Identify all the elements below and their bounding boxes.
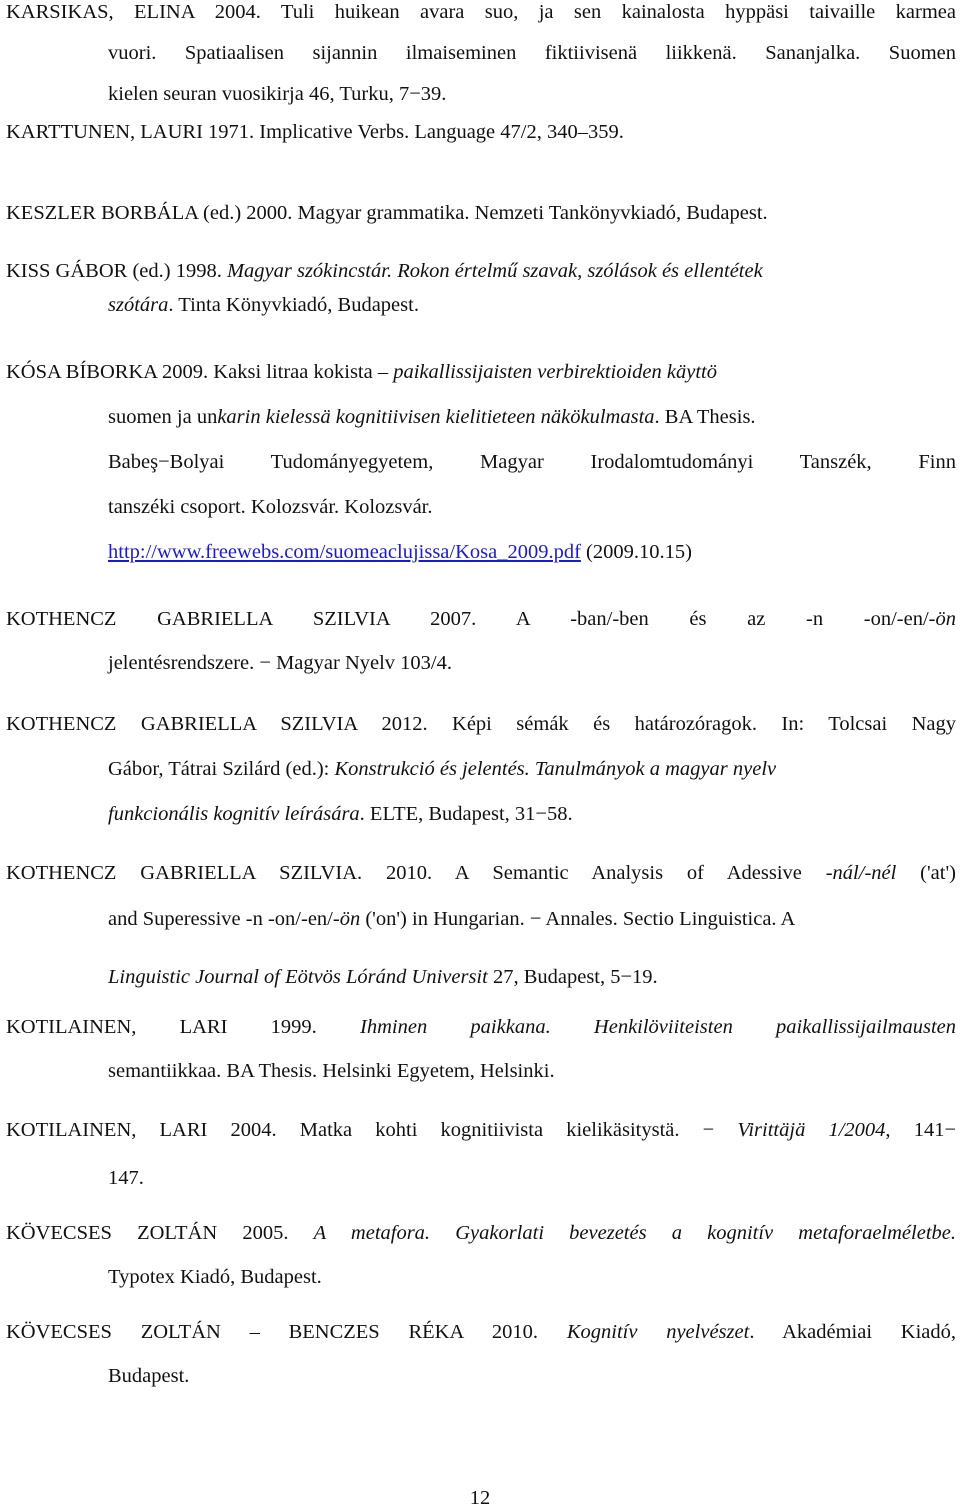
entry-title-italic: Virittäjä 1/2004 <box>737 1119 886 1141</box>
entry-title-italic: ön <box>339 908 361 930</box>
entry-title-italic: paikallissijaisten verbirektioiden käyttö <box>393 361 717 383</box>
entry-line <box>6 1015 956 1039</box>
entry-title-italic: funkcionális kognitív leírására <box>108 803 360 825</box>
entry-text: 27, Budapest, 5−19. <box>487 966 658 988</box>
entry-line <box>6 1118 956 1142</box>
bibliography-entry-karsikas-2004 <box>6 0 956 106</box>
page-number: 12 <box>469 1487 491 1509</box>
entry-text: . Akadémiai Kiadó, <box>749 1321 956 1343</box>
entry-title-italic: A metafora. Gyakorlati bevezetés a kognitív metaforaelméletbe. <box>313 1222 956 1244</box>
entry-text: KÖVECSES ZOLTÁN – BENCZES RÉKA 2010. <box>6 1321 567 1343</box>
entry-text: KOTHENCZ GABRIELLA SZILVIA 2007. A -ban/-ben és az -n -on/-en/- <box>6 608 936 630</box>
entry-line <box>6 757 956 781</box>
bibliography-entry-karttunen-1971 <box>6 120 956 144</box>
entry-text: Budapest. <box>108 1365 190 1387</box>
entry-line <box>6 1320 956 1344</box>
entry-text: ('at') <box>896 862 956 884</box>
entry-line <box>6 907 956 931</box>
entry-text: 147. <box>108 1167 144 1189</box>
entry-text: KÖVECSES ZOLTÁN 2005. <box>6 1222 314 1244</box>
pdf-link[interactable]: http://www.freewebs.com/suomeaclujissa/Kosa_2009.pdf <box>108 541 581 563</box>
entry-line <box>6 1166 956 1190</box>
bibliography-entry-kothencz-2010 <box>6 861 956 989</box>
entry-text: KARTTUNEN, LAURI 1971. Implicative Verbs. Language 47/2, 340–359. <box>6 121 624 143</box>
entry-line <box>6 651 956 675</box>
bibliography-entry-kothencz-2012 <box>6 712 956 826</box>
bibliography-entry-kovecses-2005 <box>6 1221 956 1289</box>
entry-text: . BA Thesis. <box>654 406 756 428</box>
bibliography-entry-kotilainen-1999 <box>6 1015 956 1083</box>
entry-text: KOTILAINEN, LARI 1999. <box>6 1016 361 1038</box>
entry-text: KESZLER BORBÁLA (ed.) 2000. Magyar grammatika. Nemzeti Tankönyvkiadó, Budapest. <box>6 202 768 224</box>
entry-title-italic: nál/-nél <box>832 862 897 884</box>
entry-line <box>6 495 956 519</box>
entry-text: (2009.10.15) <box>580 541 692 563</box>
entry-text: vuori. Spatiaalisen sijannin ilmaiseminen fiktiivisenä liikkenä. Sananjalka. Suomen <box>108 42 956 64</box>
bibliography-entry-kotilainen-2004 <box>6 1118 956 1190</box>
entry-text: . ELTE, Budapest, 31−58. <box>359 803 573 825</box>
entry-line <box>6 861 956 885</box>
entry-text: Babeş−Bolyai Tudományegyetem, Magyar Irodalomtudományi Tanszék, Finn <box>108 451 956 473</box>
entry-line <box>6 0 956 24</box>
entry-line <box>6 802 956 826</box>
entry-text: tanszéki csoport. Kolozsvár. Kolozsvár. <box>108 496 433 518</box>
bibliography-entry-kosa-2009 <box>6 360 956 564</box>
entry-line <box>6 450 956 474</box>
entry-line <box>6 405 956 429</box>
bibliography-entry-kiss-1998 <box>6 259 956 317</box>
entry-line <box>6 1265 956 1289</box>
entry-text: KOTHENCZ GABRIELLA SZILVIA 2012. Képi sémák és határozóragok. In: Tolcsai Nagy <box>6 713 956 735</box>
entry-text: ('on') in Hungarian. − Annales. Sectio Linguistica. A <box>360 908 796 930</box>
entry-text: KOTILAINEN, LARI 2004. Matka kohti kognitiivista kielikäsitystä. − <box>6 1119 738 1141</box>
entry-text: jelentésrendszere. − Magyar Nyelv 103/4. <box>108 652 452 674</box>
bibliography-entry-kothencz-2007 <box>6 607 956 675</box>
entry-text: kielen seuran vuosikirja 46, Turku, 7−39. <box>108 83 447 105</box>
entry-line <box>6 540 956 564</box>
entry-text: KISS GÁBOR (ed.) 1998. <box>6 260 227 282</box>
entry-title-italic: Magyar szókincstár. Rokon értelmű szavak, szólások és ellentétek <box>226 260 763 282</box>
entry-text: . Tinta Könyvkiadó, Budapest. <box>168 294 419 316</box>
entry-line <box>6 120 956 144</box>
entry-title-italic: Linguistic Journal of Eötvös Lóránd Universit <box>108 966 488 988</box>
entry-line <box>6 1364 956 1388</box>
entry-line <box>6 1059 956 1083</box>
entry-line <box>6 712 956 736</box>
entry-line <box>6 293 956 317</box>
bibliography-entry-kovecses-benczes-2010 <box>6 1320 956 1388</box>
entry-line <box>6 82 956 106</box>
entry-line <box>6 1221 956 1245</box>
entry-text: and Superessive -n -on/-en/- <box>108 908 340 930</box>
entry-line <box>6 965 956 989</box>
entry-title-italic: Ihminen paikkana. Henkilöviiteisten paikallissijailmausten <box>360 1016 956 1038</box>
entry-line <box>6 201 956 225</box>
entry-line <box>6 607 956 631</box>
entry-text: suomen ja un <box>108 406 218 428</box>
entry-title-italic: szótára <box>108 294 169 316</box>
entry-title-italic: karin kielessä kognitiivisen kielitieteen näkökulmasta <box>217 406 655 428</box>
bibliography-entry-keszler-2000 <box>6 201 956 225</box>
entry-text: semantiikkaa. BA Thesis. Helsinki Egyetem, Helsinki. <box>108 1060 555 1082</box>
entry-title-italic: Kognitív nyelvészet <box>566 1321 750 1343</box>
entry-text: Typotex Kiadó, Budapest. <box>108 1266 322 1288</box>
entry-text: Gábor, Tátrai Szilárd (ed.): <box>108 758 335 780</box>
entry-line <box>6 360 956 384</box>
entry-text: KÓSA BÍBORKA 2009. Kaksi litraa kokista – <box>6 361 394 383</box>
entry-line <box>6 259 956 283</box>
entry-title-italic: ön <box>935 608 956 630</box>
entry-title-italic: Konstrukció és jelentés. Tanulmányok a magyar nyelv <box>334 758 777 780</box>
entry-text: , 141− <box>885 1119 956 1141</box>
entry-line <box>6 41 956 65</box>
entry-text: KOTHENCZ GABRIELLA SZILVIA. 2010. A Semantic Analysis of Adessive - <box>6 862 833 884</box>
entry-text: KARSIKAS, ELINA 2004. Tuli huikean avara suo, ja sen kainalosta hyppäsi taivaille karmea <box>6 1 956 23</box>
